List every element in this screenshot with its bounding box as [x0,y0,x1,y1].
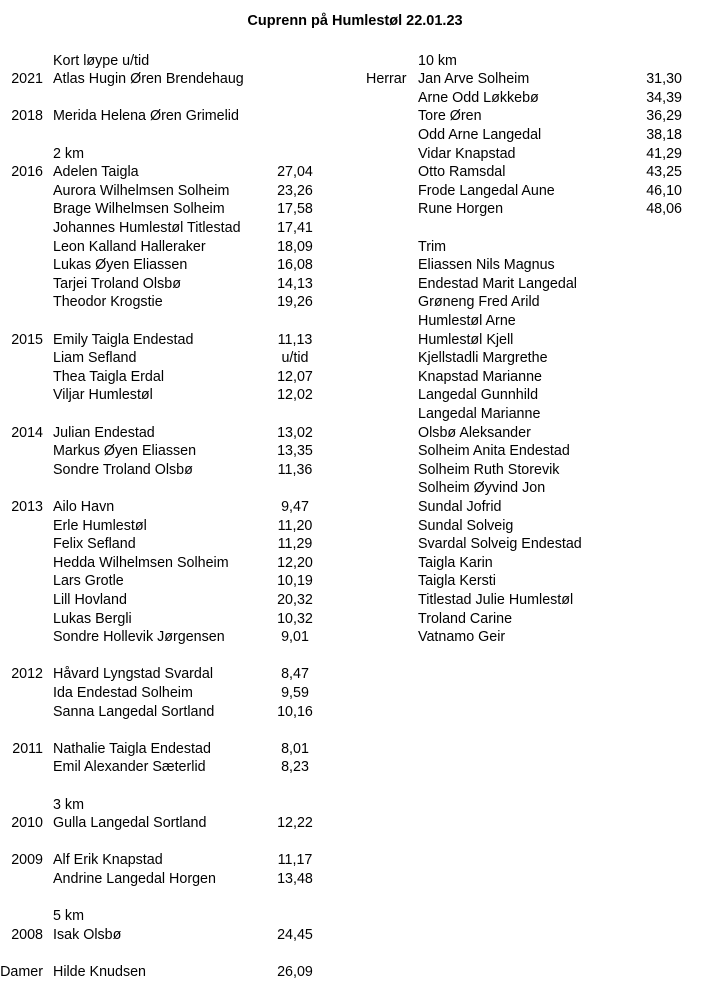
row-time: 38,18 [646,126,682,143]
right-row [0,107,710,126]
left-row [0,889,710,908]
left-row [0,758,710,777]
right-row [0,52,710,71]
right-row [0,479,710,498]
row-name: Frode Langedal Aune [418,182,555,199]
row-name: Trim [418,238,447,255]
row-time: 48,06 [646,201,682,218]
right-row [0,275,710,294]
document-title: Cuprenn på Humlestøl 22.01.23 [247,13,463,29]
left-row [0,703,710,722]
row-name: Rune Horgen [418,201,504,218]
right-row [0,442,710,461]
row-time: 8,23 [281,759,309,776]
row-name: Isak Olsbø [53,926,122,943]
row-time: 11,13 [277,331,313,348]
row-name: Emil Alexander Sæterlid [53,759,206,776]
left-row [0,851,710,870]
row-name: 10 km [418,52,457,69]
row-time: 8,01 [281,740,309,757]
right-row [0,554,710,573]
row-name: Titlestad Julie Humlestøl [418,591,574,608]
row-name: Eliassen Nils Magnus [418,257,555,274]
row-time: 19,26 [277,294,313,311]
row-label: 2009 [11,852,43,869]
row-name: Sanna Langedal Sortland [53,703,215,720]
right-row [0,424,710,443]
row-name: Taigla Karin [418,554,493,571]
row-name: Julian Endestad [53,424,155,441]
row-name: Lill Hovland [53,591,127,608]
row-name: Felix Sefland [53,536,136,553]
row-name: Humlestøl Kjell [418,331,514,348]
right-row [0,312,710,331]
right-row [0,89,710,108]
right-row [0,628,710,647]
row-name: Odd Arne Langedal [418,126,542,143]
row-label: Damer [0,963,43,980]
left-row [0,684,710,703]
row-name: Grøneng Fred Arild [418,294,540,311]
row-name: Lukas Bergli [53,610,132,627]
row-name: Kort løype u/tid [53,52,150,69]
left-row [0,963,710,982]
row-time: 20,32 [277,591,313,608]
row-time: 46,10 [646,182,682,199]
row-time: 8,47 [281,666,309,683]
row-label: 2010 [11,815,43,832]
row-name: Erle Humlestøl [53,517,147,534]
row-time: 9,01 [281,629,309,646]
right-row [0,219,710,238]
row-time: 12,20 [277,554,313,571]
row-name: Jan Arve Solheim [418,71,530,88]
right-row [0,405,710,424]
row-time: 13,02 [277,424,313,441]
right-row [0,126,710,145]
row-name: Solheim Ruth Storevik [418,461,560,478]
row-name: Sundal Solveig [418,517,514,534]
left-row [0,740,710,759]
right-row [0,517,710,536]
row-label: 2013 [11,498,43,515]
row-name: Andrine Langedal Horgen [53,870,216,887]
right-row [0,349,710,368]
row-name: Knapstad Marianne [418,368,542,385]
right-row [0,200,710,219]
row-name: 2 km [53,145,84,162]
row-name: Liam Sefland [53,350,137,367]
right-row [0,498,710,517]
row-name: Vatnamo Geir [418,629,506,646]
row-time: 34,39 [646,89,682,106]
row-time: 36,29 [646,108,682,125]
right-row [0,238,710,257]
row-name: Johannes Humlestøl Titlestad [53,219,241,236]
row-name: Alf Erik Knapstad [53,852,163,869]
row-time: 17,58 [277,201,313,218]
row-name: Håvard Lyngstad Svardal [53,666,214,683]
row-name: Taigla Kersti [418,573,496,590]
left-row [0,777,710,796]
row-time: 41,29 [646,145,682,162]
row-name: Atlas Hugin Øren Brendehaug [53,71,244,88]
left-row [0,907,710,926]
row-name: Otto Ramsdal [418,164,506,181]
row-name: Hilde Knudsen [53,963,146,980]
row-time: 26,09 [277,963,313,980]
row-name: Nathalie Taigla Endestad [53,740,211,757]
row-name: Hedda Wilhelmsen Solheim [53,554,229,571]
row-time: 13,35 [277,443,313,460]
row-name: Olsbø Aleksander [418,424,531,441]
row-time: 43,25 [646,164,682,181]
left-row [0,647,710,666]
row-time: 24,45 [277,926,313,943]
left-row [0,833,710,852]
right-row [0,535,710,554]
right-row [0,293,710,312]
row-time: 16,08 [277,257,313,274]
left-row [0,926,710,945]
left-row [0,665,710,684]
row-label: 2014 [11,424,43,441]
row-time: 10,19 [277,573,313,590]
right-row [0,256,710,275]
row-time: 31,30 [646,71,682,88]
row-time: 14,13 [277,275,313,292]
row-name: Aurora Wilhelmsen Solheim [53,182,230,199]
right-row [0,145,710,164]
right-row [0,368,710,387]
row-time: 10,16 [277,703,313,720]
row-time: 13,48 [277,870,313,887]
left-row [0,814,710,833]
row-time: 11,36 [277,461,313,478]
left-row [0,944,710,963]
row-name: Arne Odd Løkkebø [418,89,539,106]
row-time: 11,29 [277,536,313,553]
row-name: Ida Endestad Solheim [53,684,193,701]
row-label: 2016 [11,164,43,181]
row-time: 11,17 [277,852,313,869]
row-time: 18,09 [277,238,313,255]
right-row [0,572,710,591]
row-name: Langedal Gunnhild [418,387,539,404]
row-name: Solheim Øyvind Jon [418,480,546,497]
row-name: Tore Øren [418,108,482,125]
row-name: Tarjei Troland Olsbø [53,275,181,292]
row-name: Sundal Jofrid [418,498,502,515]
row-time: 23,26 [277,182,313,199]
row-time: 9,47 [281,498,309,515]
row-name: Humlestøl Arne [418,312,516,329]
row-name: Lukas Øyen Eliassen [53,257,188,274]
right-row [0,331,710,350]
row-name: Ailo Havn [53,498,115,515]
left-row [0,870,710,889]
row-label: Herrar [366,71,407,88]
row-time: 12,02 [277,387,313,404]
row-name: Endestad Marit Langedal [418,275,577,292]
row-name: Kjellstadli Margrethe [418,350,548,367]
row-name: Theodor Krogstie [53,294,163,311]
row-time: 17,41 [277,219,313,236]
row-label: 2021 [11,71,43,88]
row-label: 2018 [11,108,43,125]
row-name: Lars Grotle [53,573,124,590]
right-row [0,163,710,182]
row-name: Emily Taigla Endestad [53,331,194,348]
row-name: Merida Helena Øren Grimelid [53,108,239,125]
row-name: Sondre Troland Olsbø [53,461,193,478]
row-time: 10,32 [277,610,313,627]
row-name: Gulla Langedal Sortland [53,815,207,832]
row-name: Langedal Marianne [418,405,541,422]
row-time: 9,59 [281,684,309,701]
row-name: Vidar Knapstad [418,145,516,162]
right-row [0,386,710,405]
left-row [0,796,710,815]
row-name: Svardal Solveig Endestad [418,536,582,553]
left-row [0,721,710,740]
row-label: 2008 [11,926,43,943]
row-name: 3 km [53,796,84,813]
row-time: 12,07 [277,368,313,385]
row-label: 2015 [11,331,43,348]
row-name: Adelen Taigla [53,164,139,181]
row-time: 11,20 [277,517,313,534]
right-row [0,461,710,480]
row-label: 2012 [11,666,43,683]
row-name: Viljar Humlestøl [53,387,153,404]
right-row [0,182,710,201]
row-name: Leon Kalland Halleraker [53,238,206,255]
row-time: u/tid [281,350,309,367]
row-name: Thea Taigla Erdal [53,368,165,385]
row-name: Troland Carine [418,610,513,627]
row-name: Sondre Hollevik Jørgensen [53,629,225,646]
row-time: 27,04 [277,164,313,181]
right-row [0,610,710,629]
right-row [0,591,710,610]
row-name: Solheim Anita Endestad [418,443,570,460]
row-time: 12,22 [277,815,313,832]
row-label: 2011 [12,740,43,757]
row-name: 5 km [53,908,84,925]
row-name: Markus Øyen Eliassen [53,443,197,460]
right-row [0,70,710,89]
row-name: Brage Wilhelmsen Solheim [53,201,225,218]
